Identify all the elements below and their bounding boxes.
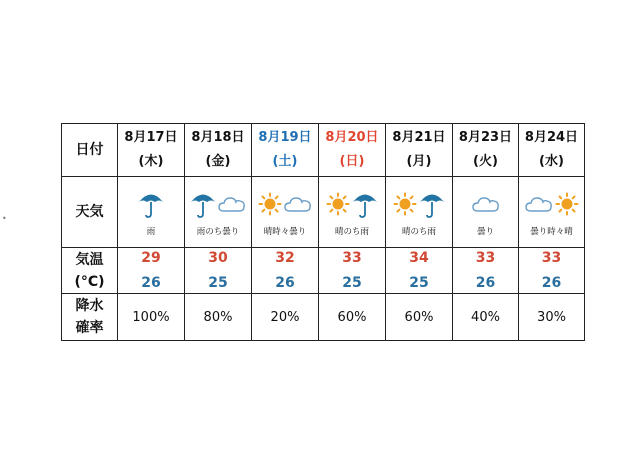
date-text: 8月19日 [258, 130, 312, 145]
weather-icons [138, 187, 164, 221]
high-temp: 30 [208, 249, 228, 266]
weather-cell [118, 177, 184, 247]
low-temp: 25 [342, 274, 362, 291]
umbrella-icon [190, 189, 216, 219]
low-temp: 25 [208, 274, 228, 291]
weather-icons [326, 187, 378, 221]
date-cell [185, 124, 251, 176]
weekday-text: (金) [205, 154, 231, 169]
temperature-cell [519, 248, 584, 293]
precipitation-value: 60% [404, 309, 434, 325]
temperature-label-line1: 気温 [75, 251, 104, 268]
cloud-icon [218, 195, 246, 213]
temperature-cell [118, 248, 184, 293]
high-temp: 33 [475, 249, 496, 266]
precipitation-value: 100% [132, 309, 170, 325]
high-temp: 34 [409, 249, 429, 266]
cloud-icon [472, 195, 500, 213]
precipitation-cell [453, 294, 518, 340]
weather-cell [386, 177, 452, 247]
date-cell [519, 124, 584, 176]
weekday-text: (土) [272, 154, 298, 169]
cloud-icon [284, 195, 312, 213]
weather-icons [258, 187, 312, 221]
weekday-text: (水) [539, 154, 564, 169]
date-text: 8月17日 [124, 130, 178, 145]
sun-icon [258, 192, 282, 216]
weekday-text: (月) [406, 154, 432, 169]
precipitation-cell [118, 294, 184, 340]
date-cell [118, 124, 184, 176]
weather-text: 雨 [146, 227, 156, 237]
weather-label: 天気 [75, 204, 104, 220]
weather-text: 曇り [476, 227, 494, 237]
weather-icons [190, 187, 246, 221]
date-cell [319, 124, 385, 176]
temperature-cell [185, 248, 251, 293]
weather-text: 晴のち雨 [401, 227, 436, 237]
precipitation-cell [252, 294, 318, 340]
weather-icons [472, 187, 500, 221]
cloud-icon [525, 195, 553, 213]
high-temp: 32 [275, 249, 295, 266]
margin-mark: • [2, 214, 7, 223]
temperature-label-line2: (°C) [74, 273, 105, 290]
weekday-text: (木) [138, 154, 164, 169]
row-label-date [62, 124, 117, 176]
precipitation-cell [386, 294, 452, 340]
date-text: 8月20日 [325, 130, 379, 145]
temperature-cell [319, 248, 385, 293]
temperature-cell [453, 248, 518, 293]
precipitation-label-line2: 確率 [75, 320, 104, 336]
umbrella-icon [352, 189, 378, 219]
weather-cell [453, 177, 518, 247]
date-cell [453, 124, 518, 176]
weather-icons [525, 187, 579, 221]
sun-icon [555, 192, 579, 216]
date-label: 日付 [75, 142, 104, 158]
precipitation-cell [185, 294, 251, 340]
high-temp: 29 [141, 249, 161, 266]
weather-text: 曇り時々晴 [530, 227, 573, 237]
row-label-weather [62, 177, 117, 247]
precipitation-value: 30% [537, 309, 566, 325]
temperature-cell [252, 248, 318, 293]
date-text: 8月24日 [524, 130, 579, 145]
sun-icon [326, 192, 350, 216]
weather-text: 晴のち雨 [334, 227, 369, 237]
precipitation-cell [519, 294, 584, 340]
weather-cell [185, 177, 251, 247]
date-text: 8月18日 [191, 130, 245, 145]
weekday-text: (火) [473, 154, 498, 169]
weekday-text: (日) [339, 154, 365, 169]
umbrella-icon [138, 189, 164, 219]
temperature-cell [386, 248, 452, 293]
weather-cell [519, 177, 584, 247]
precipitation-value: 60% [337, 309, 367, 325]
low-temp: 26 [541, 274, 562, 291]
sun-icon [393, 192, 417, 216]
weather-text: 雨のち曇り [196, 227, 240, 237]
precipitation-value: 20% [270, 309, 300, 325]
high-temp: 33 [342, 249, 362, 266]
weather-cell [252, 177, 318, 247]
date-cell [252, 124, 318, 176]
weather-icons [393, 187, 445, 221]
precipitation-value: 40% [471, 309, 500, 325]
precipitation-label-line1: 降水 [75, 298, 104, 314]
low-temp: 26 [141, 274, 161, 291]
low-temp: 25 [409, 274, 429, 291]
low-temp: 26 [275, 274, 295, 291]
date-text: 8月23日 [458, 130, 513, 145]
umbrella-icon [419, 189, 445, 219]
date-text: 8月21日 [392, 130, 446, 145]
high-temp: 33 [541, 249, 562, 266]
precipitation-value: 80% [203, 309, 233, 325]
weather-cell [319, 177, 385, 247]
weather-text: 晴時々曇り [263, 227, 307, 237]
precipitation-cell [319, 294, 385, 340]
row-label-temperature [62, 248, 117, 293]
weather-forecast-table [61, 123, 585, 341]
row-label-precipitation [62, 294, 117, 340]
date-cell [386, 124, 452, 176]
low-temp: 26 [475, 274, 496, 291]
